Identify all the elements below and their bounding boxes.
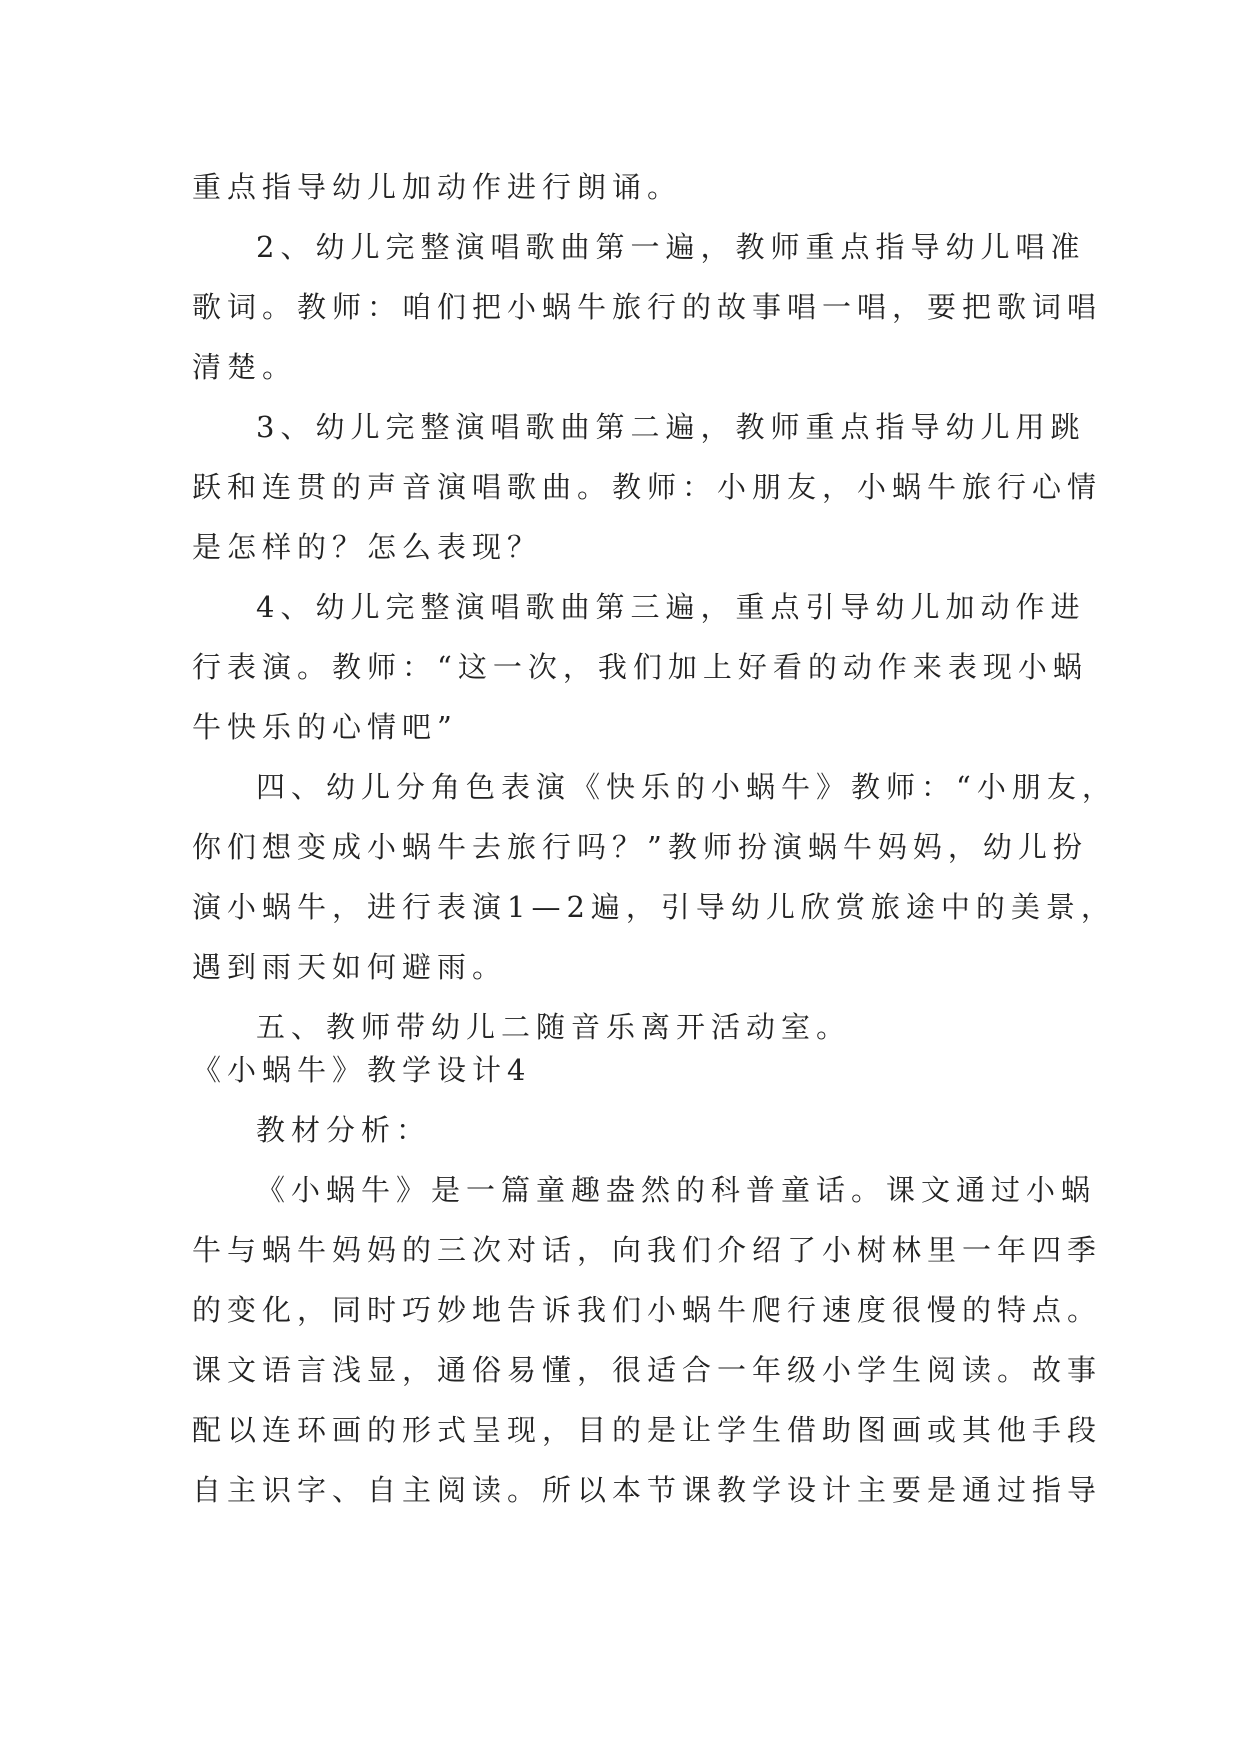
text-line: 四、幼儿分角色表演《快乐的小蜗牛》教师：“小朋友， <box>256 770 1117 804</box>
text-line: 重点指导幼儿加动作进行朗诵。 <box>192 170 683 204</box>
text-line: 牛快乐的心情吧” <box>192 710 458 744</box>
section-title: 《小蜗牛》教学设计4 <box>192 1053 532 1087</box>
text-line: 五、教师带幼儿二随音乐离开活动室。 <box>256 1010 852 1044</box>
text-line: 歌词。教师：咱们把小蜗牛旅行的故事唱一唱，要把歌词唱 <box>192 290 1103 324</box>
text-line: 自主识字、自主阅读。所以本节课教学设计主要是通过指导 <box>192 1473 1103 1507</box>
text-line: 2、幼儿完整演唱歌曲第一遍，教师重点指导幼儿唱准 <box>256 230 1086 264</box>
text-line: 你们想变成小蜗牛去旅行吗？”教师扮演蜗牛妈妈，幼儿扮 <box>192 830 1088 864</box>
text-line: 的变化，同时巧妙地告诉我们小蜗牛爬行速度很慢的特点。 <box>192 1293 1103 1327</box>
text-line: 是怎样的？怎么表现？ <box>192 530 543 564</box>
text-line: 清楚。 <box>192 350 298 384</box>
text-line: 跃和连贯的声音演唱歌曲。教师：小朋友，小蜗牛旅行心情 <box>192 470 1103 504</box>
section-subheading: 教材分析： <box>256 1113 432 1147</box>
lesson-steps-section <box>192 157 1117 1057</box>
text-line: 4、幼儿完整演唱歌曲第三遍，重点引导幼儿加动作进 <box>256 590 1086 624</box>
text-line: 演小蜗牛，进行表演1—2遍，引导幼儿欣赏旅途中的美景， <box>192 890 1116 924</box>
text-line: 课文语言浅显，通俗易懂，很适合一年级小学生阅读。故事 <box>192 1353 1103 1387</box>
text-line: 牛与蜗牛妈妈的三次对话，向我们介绍了小树林里一年四季 <box>192 1233 1103 1267</box>
text-line: 配以连环画的形式呈现，目的是让学生借助图画或其他手段 <box>192 1413 1103 1447</box>
text-line: 3、幼儿完整演唱歌曲第二遍，教师重点指导幼儿用跳 <box>256 410 1086 444</box>
teaching-design-section <box>192 1040 1103 1520</box>
text-line: 行表演。教师：“这一次，我们加上好看的动作来表现小蜗 <box>192 650 1088 684</box>
text-line: 遇到雨天如何避雨。 <box>192 950 508 984</box>
text-line: 《小蜗牛》是一篇童趣盎然的科普童话。课文通过小蜗 <box>256 1173 1097 1207</box>
